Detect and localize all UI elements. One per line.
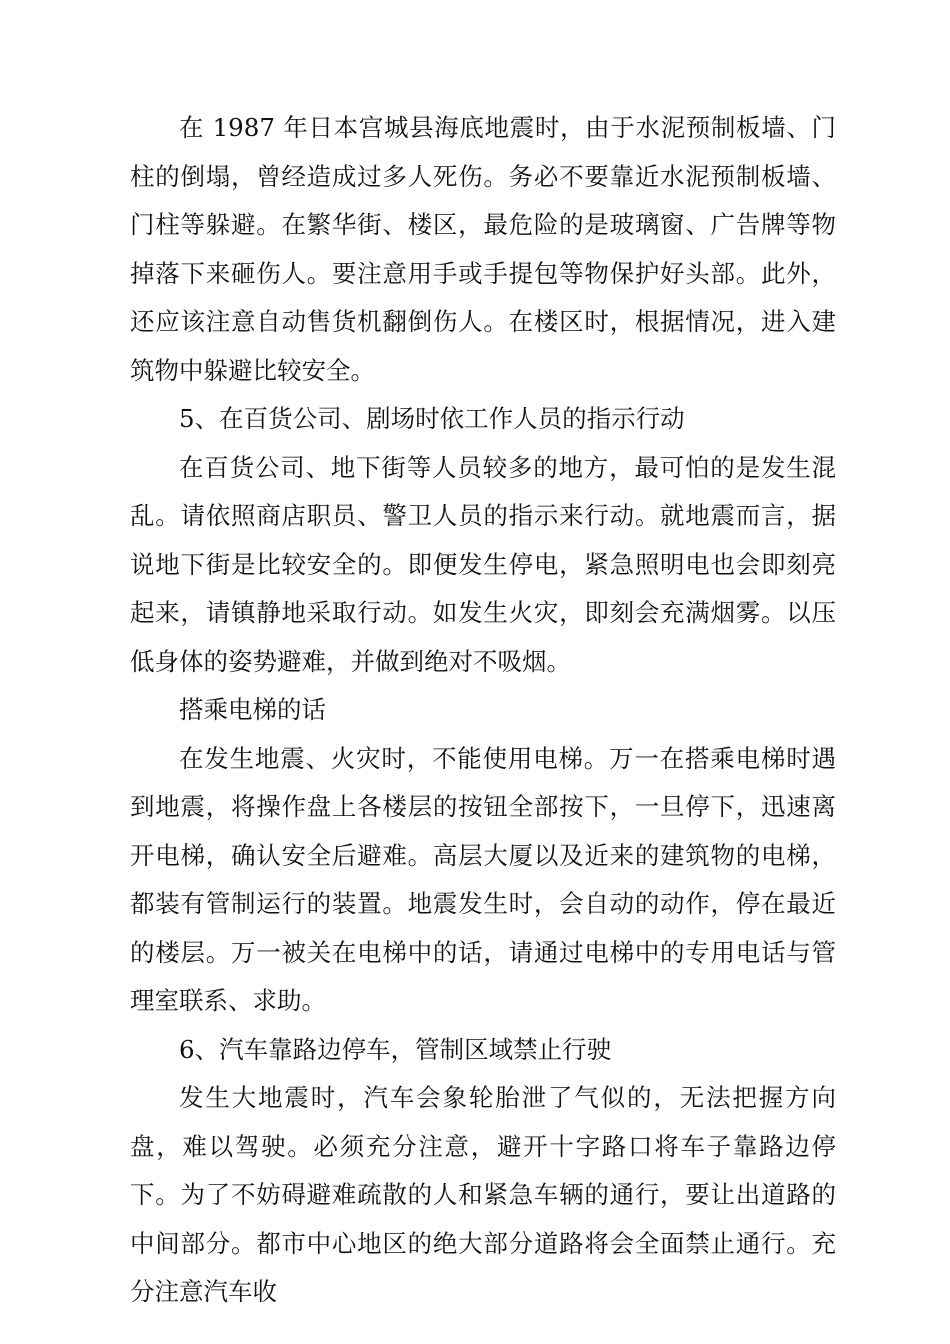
paragraph-department-store: 在百货公司、地下街等人员较多的地方，最可怕的是发生混乱。请依照商店职员、警卫人员的指示来行动。就地震而言，据说地下街是比较安全的。即便发生停电，紧急照明电也会即刻亮起来，请镇静地采取行动。如发生火灾，即刻会充满烟雾。以压低身体的姿势避难，并做到绝对不吸烟。: [130, 452, 836, 676]
paragraph-car-parking: 发生大地震时，汽车会象轮胎泄了气似的，无法把握方向盘，难以驾驶。必须充分注意，避开十字路口将车子靠路边停下。为了不妨碍避难疏散的人和紧急车辆的通行，要让出道路的中间部分。都市中心地区的绝大部分道路将会全面禁止通行。充分注意汽车收: [130, 1083, 836, 1306]
paragraph-elevator: 在发生地震、火灾时，不能使用电梯。万一在搭乘电梯时遇到地震，将操作盘上各楼层的按钮全部按下，一旦停下，迅速离开电梯，确认安全后避难。高层大厦以及近来的建筑物的电梯，都装有管制运行的装置。地震发生时，会自动的动作，停在最近的楼层。万一被关在电梯中的话，请通过电梯中的专用电话与管理室联系、求助。: [130, 743, 836, 1015]
section-heading-department-store: 5、在百货公司、剧场时依工作人员的指示行动: [179, 404, 685, 433]
document-body: [130, 104, 836, 1317]
section-heading-car-parking: 6、汽车靠路边停车，管制区域禁止行驶: [179, 1034, 612, 1064]
paragraph-urban-area-safety: 在 1987 年日本宫城县海底地震时，由于水泥预制板墙、门柱的倒塌，曾经造成过多人死伤。务必不要靠近水泥预制板墙、门柱等躲避。在繁华街、楼区，最危险的是玻璃窗、广告牌等物掉落下来砸伤人。要注意用手或手提包等物保护好头部。此外，还应该注意自动售货机翻倒伤人。在楼区时，根据情况，进入建筑物中躲避比较安全。: [130, 113, 836, 385]
subheading-elevator: 搭乘电梯的话: [179, 695, 326, 724]
